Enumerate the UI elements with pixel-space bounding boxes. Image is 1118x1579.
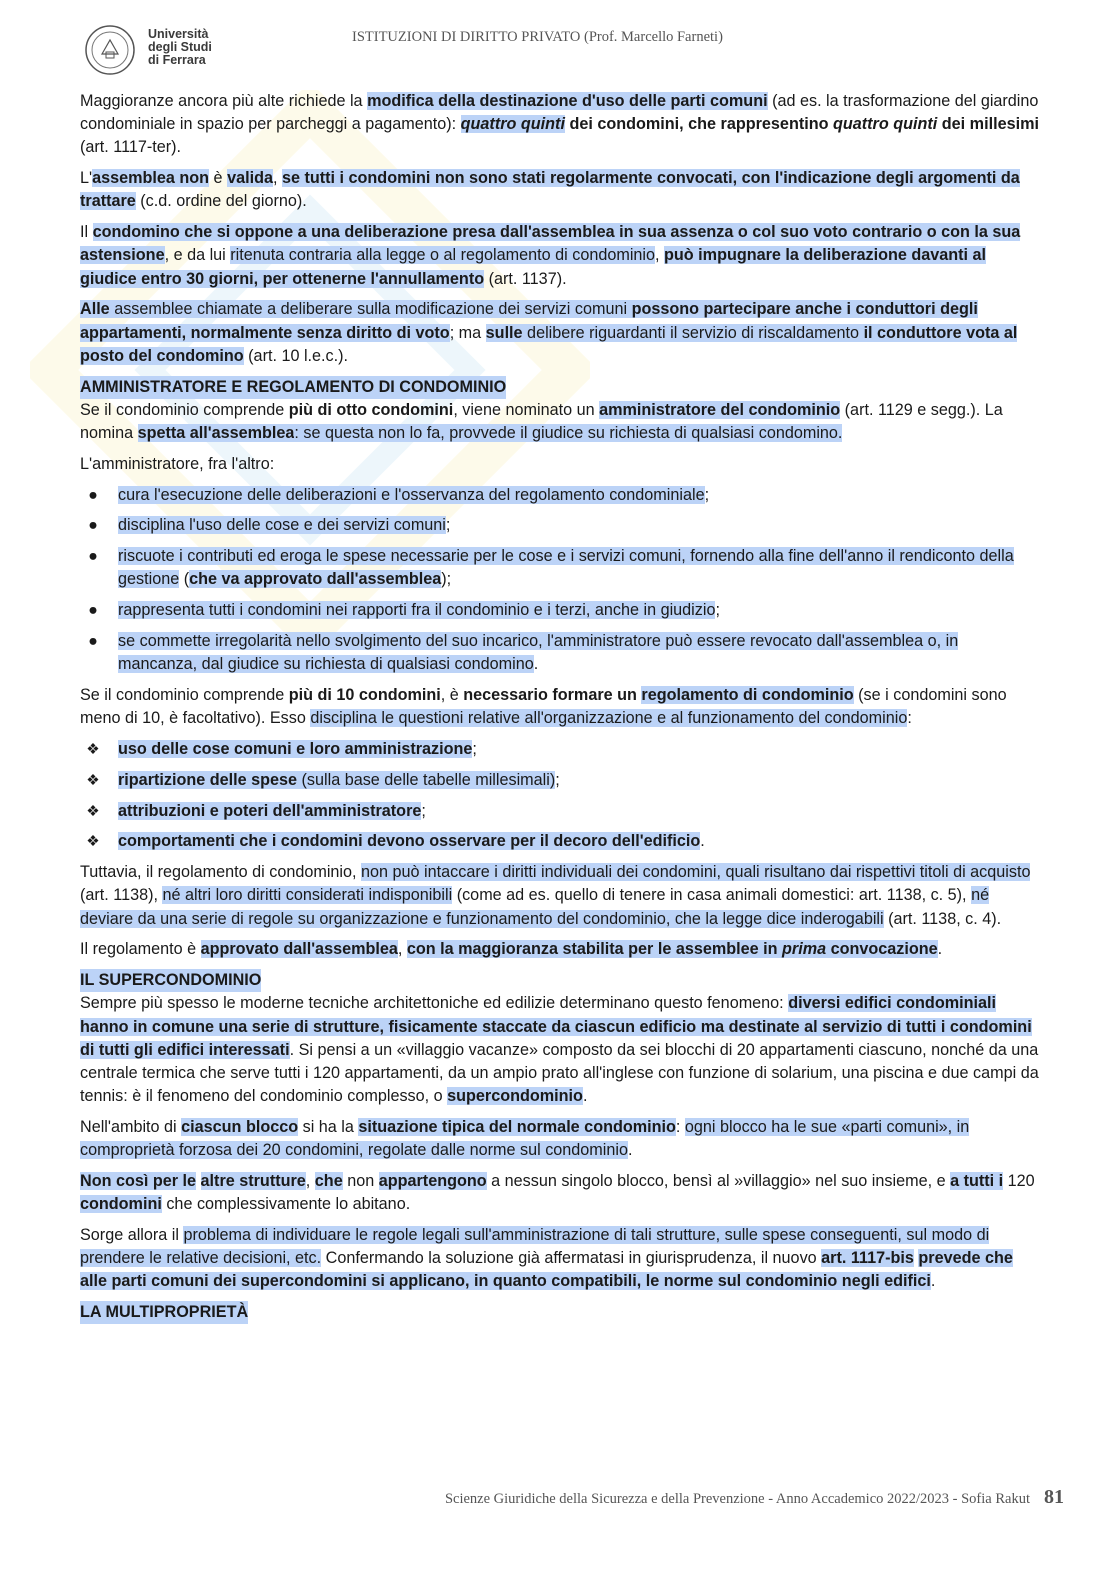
paragraph: Alle assemblee chiamate a deliberare sulla modificazione dei servizi comuni possono partecipare anche i conduttori degli appartamenti, normalmente senza diritto di voto; ma sulle delibere riguardanti il servizio di riscaldamento il conduttore vota al posto del condomino (art. 10 l.e.c.). bbox=[80, 300, 1018, 365]
bullet-icon: ● bbox=[88, 632, 98, 650]
list-item: ● rappresenta tutti i condomini nei rapporti fra il condominio e i terzi, anche in giudizio; bbox=[80, 599, 1040, 622]
page-number: 81 bbox=[1044, 1486, 1064, 1508]
bullet-icon: ● bbox=[88, 601, 98, 620]
list-item: ● se commette irregolarità nello svolgimento del suo incarico, l'amministratore può essere revocato dall'assemblea o, in mancanza, dal giudice su richiesta di qualsiasi condomino. bbox=[80, 630, 1040, 676]
running-head: ISTITUZIONI DI DIRITTO PRIVATO (Prof. Marcello Farneti) bbox=[352, 29, 723, 45]
paragraph: Se il condominio comprende più di 10 condomini, è necessario formare un regolamento di condominio (se i condomini sono meno di 10, è facoltativo). Esso disciplina le questioni relative all'organizzazione e al funzionamento del condominio: bbox=[80, 686, 1007, 728]
paragraph: Il regolamento è approvato dall'assemblea, con la maggioranza stabilita per le assemblee in prima convocazione. bbox=[80, 940, 943, 959]
diamond-bullet-icon: ❖ bbox=[86, 802, 100, 820]
paragraph: Maggioranze ancora più alte richiede la modifica della destinazione d'uso delle parti comuni (ad es. la trasformazione del giardino condominiale in spazio per parcheggi a pagamento): quattro quinti dei condomini, che rappresentino quattro quinti dei millesimi (art. 1117-ter). bbox=[80, 92, 1039, 157]
bullet-icon: ● bbox=[88, 547, 98, 566]
paragraph: L'assemblea non è valida, se tutti i condomini non sono stati regolarmente convocati, con l'indicazione degli argomenti da trattare (c.d. ordine del giorno). bbox=[80, 169, 1020, 211]
paragraph: Nell'ambito di ciascun blocco si ha la situazione tipica del normale condominio: ogni blocco ha le sue «parti comuni», in comproprietà forzosa dei 20 condomini, regolate dalle norme sul condominio. bbox=[80, 1118, 970, 1160]
paragraph: L'amministratore, fra l'altro: bbox=[80, 454, 275, 473]
paragraph: Tuttavia, il regolamento di condominio, non può intaccare i diritti individuali dei condomini, quali risultano dai rispettivi titoli di acquisto (art. 1138), né altri loro diritti considerati indisponibili (come ad es. quello di tenere in casa animali domestici: art. 1138, c. 5), né deviare da una serie di regole su organizzazione e funzionamento del condominio, che la legge dice inderogabili (art. 1138, c. 4). bbox=[80, 863, 1031, 928]
section-heading: AMMINISTRATORE E REGOLAMENTO DI CONDOMINIO bbox=[80, 376, 506, 399]
list-item: ● riscuote i contributi ed eroga le spese necessarie per le cose e i servizi comuni, fornendo alla fine dell'anno il rendiconto della gestione (che va approvato dall'assemblea); bbox=[80, 545, 1040, 591]
diamond-bullet-icon: ❖ bbox=[86, 833, 100, 851]
section-heading: IL SUPERCONDOMINIO bbox=[80, 969, 261, 992]
paragraph: Sempre più spesso le moderne tecniche architettoniche ed edilizie determinano questo fenomeno: diversi edifici condominiali hanno in comune una serie di strutture, fisicamente staccate da ciascun edificio ma destinate al servizio di tutti i condomini di tutti gli edifici interessati. Si pensi a un «villaggio vacanze» composto da sei blocchi di 20 appartamenti ciascuno, nonché da una centrale termica che serve tutti i 120 appartamenti, da un ampio prato all'inglese con funzione di solarium, una piscina e due campi da tennis: è il fenomeno del condominio complesso, o supercondominio. bbox=[80, 994, 1039, 1106]
bullet-icon: ● bbox=[88, 516, 98, 535]
diamond-bullet-icon: ❖ bbox=[86, 741, 100, 758]
university-name: Università degli Studi di Ferrara bbox=[148, 27, 212, 67]
page-footer: Scienze Giuridiche della Sicurezza e della Prevenzione - Anno Accademico 2022/2023 - Sofia Rakut bbox=[444, 1491, 1030, 1507]
page-header bbox=[82, 24, 1058, 76]
paragraph: Non così per le altre strutture, che non appartengono a nessun singolo blocco, bensì al »villaggio» nel suo insieme, e a tutti i 120 condomini che complessivamente lo abitano. bbox=[80, 1172, 1035, 1214]
document-body bbox=[80, 90, 1040, 1324]
university-seal-logo bbox=[82, 24, 138, 76]
list-item: ❖ comportamenti che i condomini devono osservare per il decoro dell'edificio. bbox=[80, 830, 1040, 853]
list-item: ❖ uso delle cose comuni e loro amministrazione; bbox=[80, 738, 1040, 761]
paragraph: Il condomino che si oppone a una deliberazione presa dall'assemblea in sua assenza o col suo voto contrario o con la sua astensione, e da lui ritenuta contraria alla legge o al regolamento di condominio, può impugnare la deliberazione davanti al giudice entro 30 giorni, per ottenerne l'annullamento (art. 1137). bbox=[80, 223, 1021, 288]
diamond-list bbox=[80, 738, 1040, 854]
section-heading: LA MULTIPROPRIETÀ bbox=[80, 1301, 248, 1324]
list-item: ● cura l'esecuzione delle deliberazioni e l'osservanza del regolamento condominiale; bbox=[80, 484, 1040, 507]
list-item: ❖ ripartizione delle spese (sulla base delle tabelle millesimali); bbox=[80, 769, 1040, 792]
list-item: ● disciplina l'uso delle cose e dei servizi comuni; bbox=[80, 514, 1040, 537]
paragraph: Se il condominio comprende più di otto condomini, viene nominato un amministratore del condominio (art. 1129 e segg.). La nomina spetta all'assemblea: se questa non lo fa, provvede il giudice su richiesta di qualsiasi condomino. bbox=[80, 400, 1003, 443]
diamond-bullet-icon: ❖ bbox=[86, 771, 100, 789]
bullet-icon: ● bbox=[88, 485, 98, 504]
bullet-list bbox=[80, 484, 1040, 677]
list-item: ❖ attribuzioni e poteri dell'amministratore; bbox=[80, 800, 1040, 823]
paragraph: Sorge allora il problema di individuare le regole legali sull'amministrazione di tali strutture, sulle spese conseguenti, sul modo di prendere le relative decisioni, etc. Confermando la soluzione già affermatasi in giurisprudenza, il nuovo art. 1117-bis prevede che alle parti comuni dei supercondomini si applicano, in quanto compatibili, le norme sul condominio negli edifici. bbox=[80, 1226, 1013, 1291]
